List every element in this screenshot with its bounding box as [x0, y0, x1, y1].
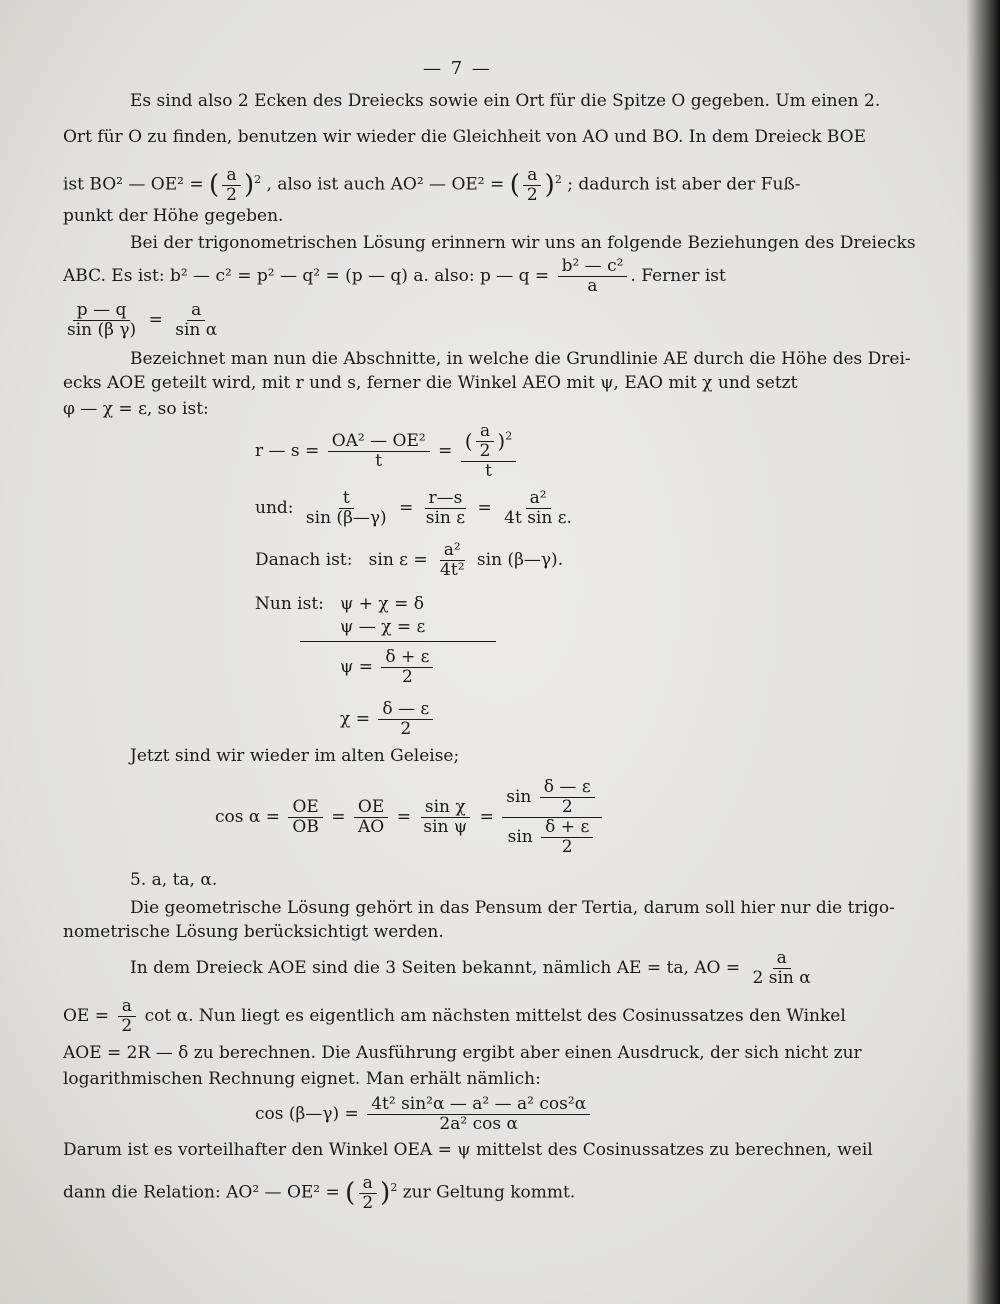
formula-line: ψ = $\frac{\delta + \varepsilon}{2}$	[340, 645, 436, 689]
formula-line: In dem Dreieck AOE sind die 3 Seiten bekannt, nämlich AE = ta, AO = $\frac{a}{\text{2 sin α}}$	[130, 946, 818, 990]
fraction: $\frac{\text{OA² — OE²}}{t}$	[328, 432, 430, 471]
rule-line	[300, 641, 496, 642]
text-line: Bei der trigonometrischen Lösung erinnern wir uns an folgende Beziehungen des Dreiecks	[130, 233, 916, 253]
formula-line: OE = $\frac{a}{2}$ cot α. Nun liegt es eigentlich am nächsten mittelst des Cosinussatzes den Winkel	[63, 996, 846, 1036]
page-number: — 7 —	[423, 58, 492, 79]
fraction: ( $\frac{a}{2}$ )$^2$ t	[461, 422, 516, 481]
text-line: Nun ist:	[255, 594, 324, 614]
fraction: $\frac{a}{2}$	[523, 166, 542, 205]
section-heading: 5. a, ta, α.	[130, 870, 218, 890]
text-line: nometrische Lösung berücksichtigt werden.	[63, 922, 444, 942]
text-line: Bezeichnet man nun die Abschnitte, in welche die Grundlinie AE durch die Höhe des Drei-	[130, 349, 911, 369]
fraction: $\frac{\delta + \varepsilon}{2}$	[381, 648, 433, 687]
formula-line: ist BO² — OE² = ( $\frac{a}{2}$ )$^2$ , also ist auch AO² — OE² = ( $\frac{a}{2}$ )$^2$ ; dadurch ist aber der Fuß-	[63, 164, 801, 205]
formula-line: cos (β—γ) = $\frac{\text{4t² sin²α — a² — a² cos²α}}{\text{2a² cos α}}$	[255, 1092, 593, 1136]
fraction: $\frac{a}{\text{sin α}}$	[175, 300, 218, 340]
fraction: $\frac{a}{2}$	[222, 166, 241, 205]
fraction: $\frac{a}{2}$	[117, 997, 136, 1036]
fraction: $\frac{\text{4t² sin²α — a² — a² cos²α}}{\text{2a² cos α}}$	[367, 1095, 590, 1134]
fraction: $\frac{\text{sin χ}}{\text{sin ψ}}$	[419, 798, 471, 837]
fraction: $\frac{\text{a²}}{\text{4t²}}$	[440, 540, 465, 580]
fraction: $\frac{\delta — \varepsilon}{2}$	[378, 700, 433, 739]
text-line: Die geometrische Lösung gehört in das Pensum der Tertia, darum soll hier nur die trigo-	[130, 898, 895, 918]
fraction: $\frac{r—s}{\text{sin ε}}$	[425, 488, 466, 528]
text-line: Es sind also 2 Ecken des Dreiecks sowie ein Ort für die Spitze O gegeben. Um einen 2.	[130, 91, 881, 111]
formula-line: cos α = $\frac{OE}{OB}$ = $\frac{OE}{AO}$ = $\frac{\text{sin χ}}{\text{sin ψ}}$ = sin $\frac{\delta — \varepsilon}{2}$ sin $\frac{\delta + \varepsilon}{2}$	[215, 772, 605, 862]
fraction: sin $\frac{\delta — \varepsilon}{2}$ sin $\frac{\delta + \varepsilon}{2}$	[502, 778, 601, 857]
fraction: $\frac{a}{2}$	[358, 1174, 377, 1213]
formula-line: $\frac{p — q}{\text{sin (β γ)}}$ = $\frac{a}{\text{sin α}}$	[60, 298, 224, 342]
formula-line: und: $\frac{t}{\sin (\beta—\gamma)}$ = $\frac{r—s}{\text{sin ε}}$ = $\frac{\text{a²}}{\text{4t sin ε.}}$	[255, 486, 579, 530]
text-line: AOE = 2R — δ zu berechnen. Die Ausführung ergibt aber einen Ausdruck, der sich nicht zur	[63, 1043, 862, 1063]
formula-line: χ = $\frac{\delta — \varepsilon}{2}$	[340, 697, 436, 741]
formula-line: r — s = $\frac{\text{OA² — OE²}}{t}$ = ( $\frac{a}{2}$ )$^2$ t	[255, 422, 519, 481]
formula-line: dann die Relation: AO² — OE² = ( $\frac{a}{2}$ )$^2$ zur Geltung kommt.	[63, 1172, 576, 1213]
fraction: $\frac{a}{\text{2 sin α}}$	[752, 948, 811, 988]
fraction: $\frac{\text{a²}}{\text{4t sin ε.}}$	[504, 488, 572, 528]
fraction: $\frac{t}{\sin (\beta—\gamma)}$	[305, 488, 387, 528]
formula-line: ABC. Es ist: b² — c² = p² — q² = (p — q) a. also: p — q = $\frac{\text{b² — c²}}{a}$ . Ferner ist	[63, 256, 726, 296]
scan-edge-shadow	[966, 0, 1000, 1304]
fraction: $\frac{OE}{OB}$	[288, 798, 322, 837]
fraction: $\frac{OE}{AO}$	[354, 798, 388, 837]
fraction: $\frac{\text{b² — c²}}{a}$	[558, 257, 628, 296]
fraction: $\frac{p — q}{\text{sin (β γ)}}$	[67, 300, 137, 340]
text-line: punkt der Höhe gegeben.	[63, 206, 284, 226]
text-line: Darum ist es vorteilhafter den Winkel OEA = ψ mittelst des Cosinussatzes zu berechnen, weil	[63, 1140, 873, 1160]
equation: ψ + χ = δ	[340, 594, 424, 614]
text-line: Ort für O zu finden, benutzen wir wieder die Gleichheit von AO und BO. In dem Dreieck BOE	[63, 127, 867, 147]
text-line: φ — χ = ε, so ist:	[63, 399, 209, 419]
equation: ψ — χ = ε	[340, 617, 426, 637]
text-line: logarithmischen Rechnung eignet. Man erhält nämlich:	[63, 1069, 541, 1089]
text-line: Jetzt sind wir wieder im alten Geleise;	[130, 746, 460, 766]
formula-line: Danach ist: sin ε = $\frac{\text{a²}}{\text{4t²}}$ sin (β—γ).	[255, 540, 564, 580]
text-line: ecks AOE geteilt wird, mit r und s, ferner die Winkel AEO mit ψ, EAO mit χ und setzt	[63, 373, 798, 393]
